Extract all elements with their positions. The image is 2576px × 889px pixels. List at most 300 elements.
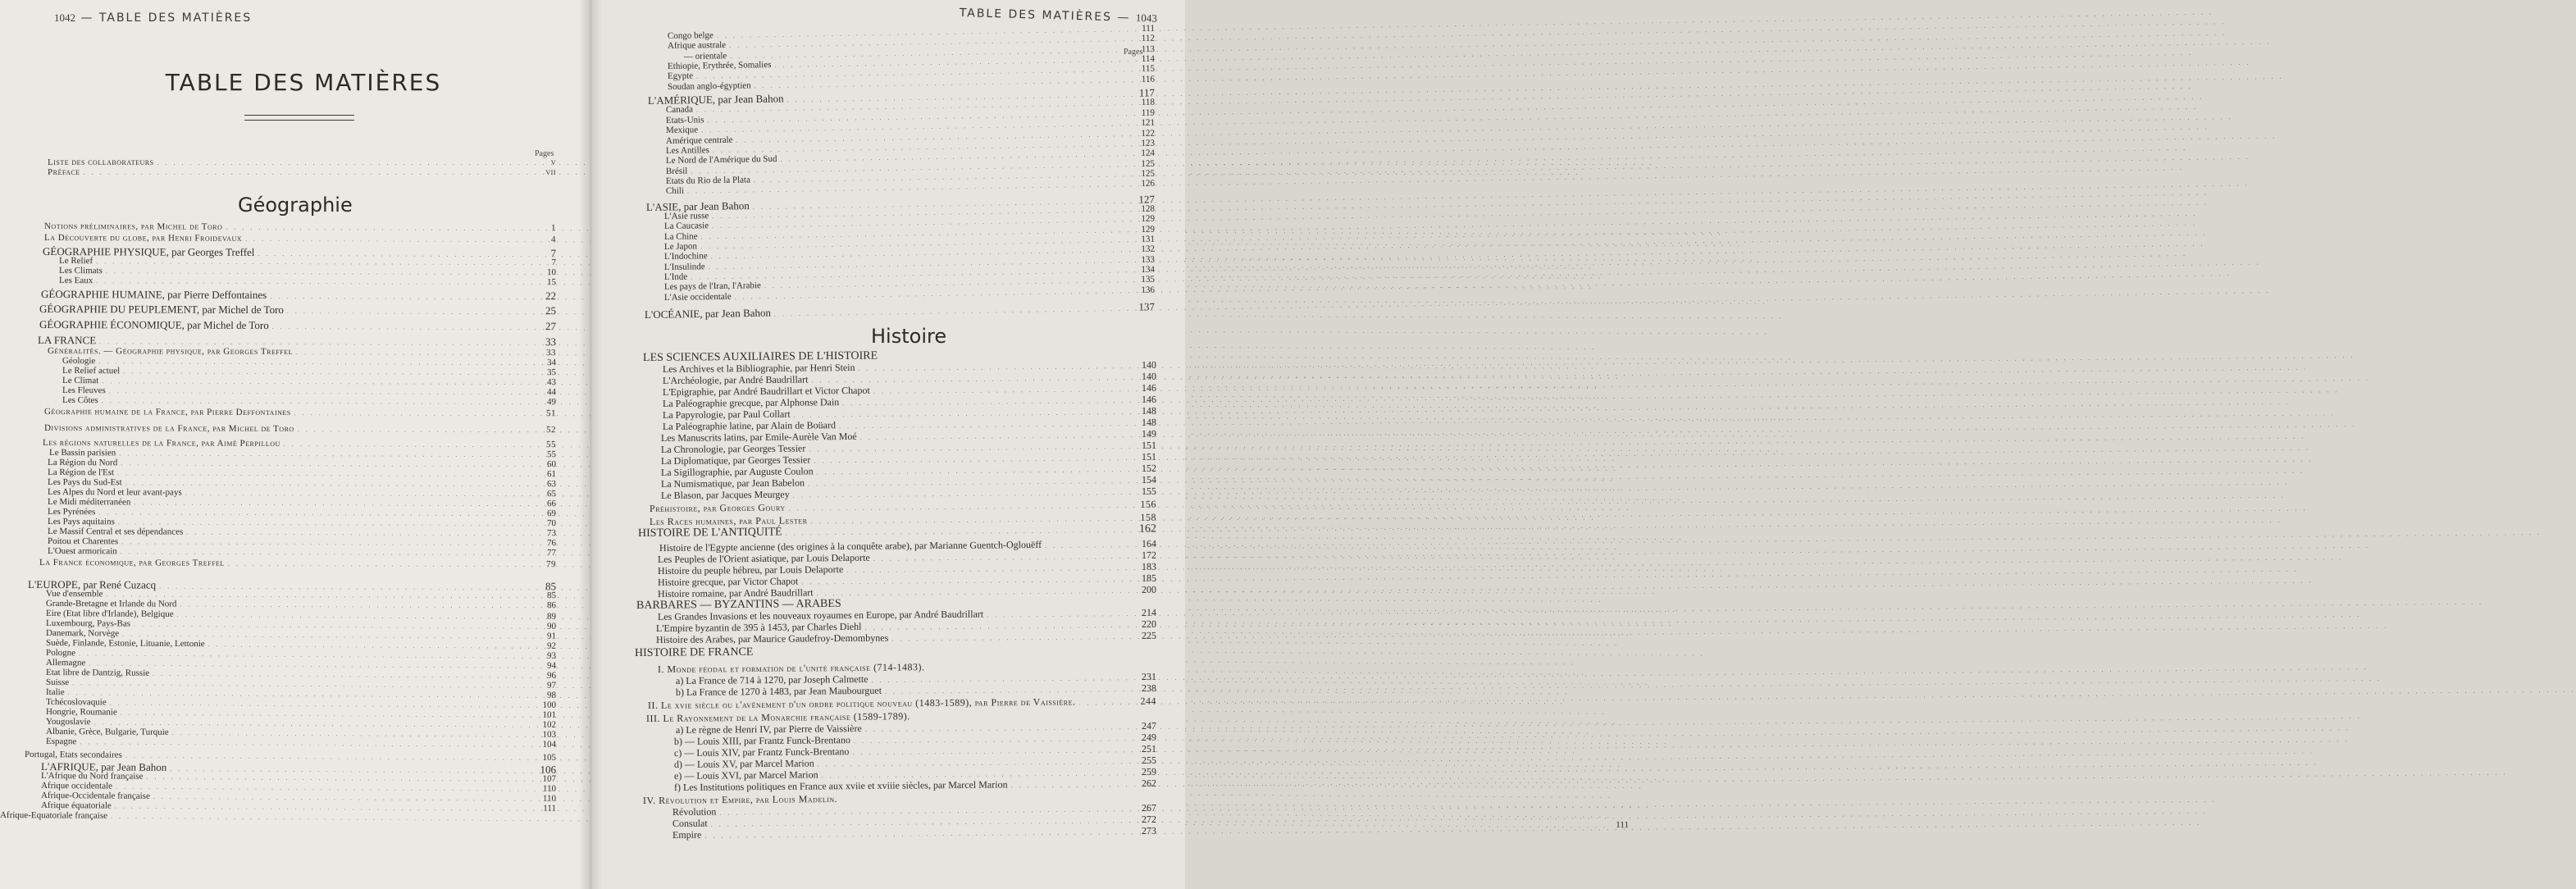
toc-entry-page: 137 bbox=[1138, 300, 1156, 313]
toc-entry-page: 111 bbox=[1142, 23, 1156, 34]
toc-entry-page: 94 bbox=[546, 660, 557, 671]
toc-entry-label: Suisse bbox=[45, 677, 70, 688]
leader-dots bbox=[287, 306, 535, 317]
leader-dots bbox=[1010, 779, 1135, 791]
toc-entry-page: 172 bbox=[1141, 549, 1157, 561]
toc-entry-page: 124 bbox=[1141, 148, 1156, 158]
toc-entry-page: 225 bbox=[1141, 629, 1157, 641]
toc-entry-label: Notions préliminaires, par Michel de Toro bbox=[43, 221, 223, 232]
toc-entry-page: 86 bbox=[546, 600, 557, 611]
toc-entry-page: 259 bbox=[1141, 765, 1157, 778]
toc-entry-label: Luxembourg, Pays-Bas bbox=[45, 618, 131, 629]
toc-entry-page: 238 bbox=[1141, 682, 1157, 695]
toc-entry-label: Les Pays du Sud-Est bbox=[47, 477, 122, 488]
toc-entry-label: Soudan anglo-égyptien bbox=[667, 80, 751, 92]
toc-entry-label: b) — Louis XIII, par Frantz Funck-Brentano bbox=[673, 734, 850, 747]
toc-entry-label: e) — Louis XVI, par Marcel Marion bbox=[673, 768, 818, 782]
toc-entry-label: Les Alpes du Nord et leur avant-pays bbox=[47, 487, 182, 498]
toc-entry-label: La Caucasie bbox=[663, 221, 709, 231]
toc-entry-page: 255 bbox=[1141, 754, 1157, 767]
toc-entry-label: La Chronologie, par Georges Tessier bbox=[660, 442, 806, 455]
toc-entry-label: Histoire des Arabes, par Maurice Gaudefroy-Demombynes bbox=[655, 631, 889, 645]
toc-entry-label: L'Archéologie, par André Baudrillart bbox=[662, 373, 809, 386]
toc-entry-label: Afrique occidentale bbox=[40, 781, 113, 791]
toc-entry-label: Le Bassin parisien bbox=[48, 448, 116, 458]
toc-entry-page: 135 bbox=[1141, 274, 1156, 285]
toc-entry-page: 262 bbox=[1141, 777, 1157, 790]
toc-entry-label: Portugal, Etats secondaires bbox=[24, 750, 122, 760]
toc-entry-label: Le Japon bbox=[663, 241, 698, 252]
toc-entry-label: Etat libre de Dantzig, Russie bbox=[45, 668, 150, 678]
toc-entry-page: 22 bbox=[545, 289, 557, 303]
toc-entry-label: L'Asie russe bbox=[663, 211, 709, 221]
toc-entry-page: 133 bbox=[1141, 254, 1156, 265]
toc-entry bbox=[44, 407, 556, 419]
toc-entry-page: 10 bbox=[546, 267, 557, 278]
toc-entry-page: 156 bbox=[1140, 498, 1157, 510]
toc-entry-label: f) Les Institutions politiques en France aux xviie et xviiie siècles, par Marcel Marion bbox=[673, 778, 1008, 793]
right-running-head-text: TABLE DES MATIÈRES — bbox=[959, 7, 1131, 25]
leader-dots bbox=[96, 276, 535, 288]
toc-entry-page: 90 bbox=[546, 621, 557, 631]
toc-entry-page: 77 bbox=[546, 548, 557, 558]
book-gutter-shadow bbox=[579, 0, 602, 889]
toc-entry-page: 127 bbox=[1138, 193, 1156, 206]
toc-entry-page: 119 bbox=[1141, 107, 1156, 118]
toc-entry-page: 1 bbox=[550, 223, 557, 234]
toc-entry-label: a) Le règne de Henri IV, par Pierre de Vaissière bbox=[675, 723, 862, 736]
toc-entry bbox=[46, 736, 556, 750]
toc-entry-page: 149 bbox=[1141, 427, 1157, 440]
toc-entry-label: d) — Louis XV, par Marcel Marion bbox=[673, 757, 814, 770]
toc-entry bbox=[41, 289, 556, 303]
toc-entry-page: 73 bbox=[546, 528, 557, 539]
toc-entry-page: 66 bbox=[546, 499, 557, 509]
leader-dots bbox=[885, 684, 1135, 697]
toc-entry-page: 247 bbox=[1141, 719, 1157, 732]
leader-dots bbox=[298, 424, 535, 435]
section-title-geographie: Géographie bbox=[238, 194, 353, 217]
toc-entry-label: L'Epigraphie, par André Baudrillart et Victor Chapot bbox=[662, 384, 870, 398]
toc-entry-page: 79 bbox=[545, 559, 557, 570]
toc-entry-label: Amérique centrale bbox=[665, 134, 733, 146]
toc-entry-label: GÉOGRAPHIE PHYSIQUE, par Georges Treffel bbox=[42, 245, 255, 258]
toc-entry-page: 148 bbox=[1141, 404, 1157, 417]
left-running-head-text: — TABLE DES MATIÈRES bbox=[80, 11, 253, 25]
toc-entry-page: 155 bbox=[1141, 485, 1157, 497]
toc-entry-label: La Région de l'Est bbox=[47, 467, 115, 478]
toc-entry-label: Danemark, Norvège bbox=[45, 628, 120, 639]
toc-entry-label: L'ASIE, par Jean Bahon bbox=[645, 199, 750, 213]
toc-entry-page: 91 bbox=[546, 631, 557, 641]
toc-entry bbox=[62, 395, 556, 408]
toc-entry-page: 43 bbox=[546, 377, 557, 388]
toc-entry-label: La Diplomatique, par Georges Tessier bbox=[660, 454, 811, 467]
toc-entry-label: La France économique, par Georges Treffel bbox=[39, 558, 225, 568]
toc-entry-page: 126 bbox=[1141, 178, 1156, 189]
toc-entry-label: Empire bbox=[672, 828, 702, 841]
toc-entry-page: 96 bbox=[546, 670, 557, 681]
toc-entry-label: IV. Révolution et Empire, par Louis Madelin. bbox=[642, 792, 838, 806]
leader-dots bbox=[270, 291, 535, 303]
toc-entry-label: Les Fleuves bbox=[62, 385, 106, 396]
toc-entry-label: Les pays de l'Iran, l'Arabie bbox=[663, 280, 761, 292]
leader-dots bbox=[786, 525, 1135, 539]
leader-dots bbox=[793, 487, 1135, 501]
toc-entry-page: 164 bbox=[1141, 537, 1157, 549]
toc-entry-page: 183 bbox=[1141, 560, 1157, 572]
toc-entry-page: 65 bbox=[546, 489, 557, 499]
toc-entry-label: Les Grandes Invasions et les nouveaux royaumes en Europe, par André Baudrillart bbox=[657, 608, 984, 622]
toc-entry-page: 146 bbox=[1141, 381, 1157, 394]
toc-entry bbox=[48, 546, 556, 558]
spacer bbox=[925, 668, 1138, 670]
leader-dots bbox=[226, 222, 535, 234]
toc-entry-label: Allemagne bbox=[45, 658, 86, 668]
toc-entry-page: 154 bbox=[1141, 473, 1157, 486]
toc-entry-page: 111 bbox=[1616, 820, 1630, 831]
toc-entry-page: 112 bbox=[1141, 33, 1156, 43]
toc-entry-label: c) — Louis XIV, par Frantz Funck-Brentano bbox=[673, 745, 850, 759]
toc-entry bbox=[44, 423, 556, 435]
toc-entry-label: Le Midi méditerranéen bbox=[47, 497, 131, 508]
toc-entry-label: Les Côtes bbox=[62, 395, 98, 406]
toc-entry-page: 125 bbox=[1141, 158, 1156, 169]
leader-dots bbox=[245, 234, 535, 245]
toc-entry-label: Les Races humaines, par Paul Lester bbox=[649, 514, 808, 527]
toc-entry-label: La Découverte du globe, par Henri Froidevaux bbox=[43, 233, 243, 244]
toc-entry-label: Les Eaux bbox=[58, 276, 93, 286]
toc-entry-label: Italie bbox=[45, 687, 65, 698]
toc-entry-label: Le Relief bbox=[58, 256, 93, 267]
toc-entry-page: 4 bbox=[550, 235, 557, 245]
toc-entry-page: 162 bbox=[1138, 522, 1157, 536]
toc-entry-page: 33 bbox=[545, 335, 557, 349]
toc-entry-label: LA FRANCE bbox=[37, 334, 97, 347]
leader-dots bbox=[704, 827, 1135, 841]
toc-entry-page: 148 bbox=[1141, 416, 1157, 428]
toc-entry-page: 93 bbox=[546, 650, 557, 661]
toc-entry-label: Le Massif Central et ses dépendances bbox=[47, 527, 184, 537]
left-running-head bbox=[54, 11, 252, 25]
leader-dots bbox=[774, 303, 1133, 320]
toc-entry-label: LES SCIENCES AUXILIAIRES DE L'HISTOIRE bbox=[642, 349, 878, 364]
toc-entry-label: La Chine bbox=[663, 231, 698, 242]
toc-entry-label: La Numismatique, par Jean Babelon bbox=[660, 476, 805, 490]
toc-entry-label: Vue d'ensemble bbox=[45, 589, 103, 600]
toc-entry-page: 273 bbox=[1141, 824, 1157, 837]
toc-entry-page: 214 bbox=[1141, 606, 1157, 618]
toc-entry-page: 55 bbox=[546, 449, 557, 460]
toc-entry-page: 220 bbox=[1141, 618, 1157, 630]
toc-entry-page: 49 bbox=[546, 397, 557, 408]
toc-entry-label: Afrique-Equatoriale française bbox=[0, 810, 108, 821]
toc-entry-page: 158 bbox=[1140, 511, 1157, 523]
toc-entry-label: GÉOGRAPHIE ÉCONOMIQUE, par Michel de Toro bbox=[39, 318, 269, 331]
toc-entry-label: Suède, Finlande, Estonie, Lituanie, Lettonie bbox=[45, 638, 205, 650]
leader-dots bbox=[789, 500, 1135, 514]
toc-entry-page: 111 bbox=[543, 803, 557, 814]
toc-entry-page: 100 bbox=[542, 700, 557, 710]
toc-entry-label: Histoire romaine, par André Baudrillart bbox=[657, 586, 814, 600]
toc-entry-label: Le Blason, par Jacques Meurgey bbox=[660, 488, 790, 501]
toc-entry-page: 128 bbox=[1141, 203, 1156, 214]
toc-entry-page: 129 bbox=[1141, 224, 1156, 235]
toc-entry-label: Poitou et Charentes bbox=[47, 536, 119, 547]
toc-entry-label: Grande-Bretagne et Irlande du Nord bbox=[45, 599, 177, 609]
toc-entry-page: 151 bbox=[1141, 439, 1157, 451]
toc-entry-page: 63 bbox=[546, 479, 557, 490]
leader-dots bbox=[121, 546, 535, 558]
toc-entry-label: Etats du Rio de la Plata bbox=[665, 175, 751, 186]
toc-entry-label: Histoire du peuple hébreu, par Louis Delaporte bbox=[657, 563, 844, 577]
right-page bbox=[590, 0, 1185, 889]
toc-entry-label: L'Ouest armoricain bbox=[47, 546, 117, 557]
toc-entry-label: La Papyrologie, par Paul Collart bbox=[662, 408, 791, 421]
toc-entry-page: 110 bbox=[542, 793, 557, 804]
toc-entry-label: Albanie, Grèce, Bulgarie, Turquie bbox=[45, 727, 169, 737]
toc-entry-page: 115 bbox=[1141, 63, 1156, 74]
toc-entry-page: 114 bbox=[1141, 53, 1156, 64]
toc-entry bbox=[44, 221, 556, 234]
toc-entry-page: 76 bbox=[546, 538, 557, 549]
toc-entry bbox=[44, 233, 556, 245]
toc-entry-label: Chili bbox=[665, 185, 685, 196]
leader-dots bbox=[80, 736, 535, 750]
toc-entry-label: Pologne bbox=[45, 648, 76, 659]
toc-entry-label: L'Empire byzantin de 395 à 1453, par Charles Diehl bbox=[655, 620, 862, 634]
toc-entry-label: Afrique équatoriale bbox=[40, 800, 112, 811]
toc-entry-label: HISTOIRE DE FRANCE bbox=[634, 645, 754, 659]
toc-entry-page: 231 bbox=[1141, 670, 1157, 683]
pages-column-label: Pages bbox=[535, 149, 554, 158]
toc-entry-label: L'Indochine bbox=[663, 251, 708, 262]
title-double-rule bbox=[244, 115, 354, 121]
toc-entry-page: 121 bbox=[1141, 117, 1156, 128]
toc-entry-page: 146 bbox=[1141, 393, 1157, 405]
leader-dots bbox=[228, 558, 535, 570]
toc-entry-label: Les Archives et la Bibliographie, par Henri Stein bbox=[662, 361, 855, 375]
toc-entry-page: 267 bbox=[1141, 801, 1157, 814]
toc-entry-label: Egypte bbox=[667, 71, 694, 81]
toc-entry-page: 272 bbox=[1141, 813, 1157, 826]
toc-entry-page: 60 bbox=[546, 459, 557, 470]
section-title-histoire: Histoire bbox=[871, 325, 947, 348]
spacer bbox=[841, 604, 1138, 607]
right-page-number: 1043 bbox=[1135, 11, 1158, 25]
toc-entry-page: v bbox=[550, 157, 556, 167]
toc-entry-label: Eire (Etat libre d'Irlande), Belgique bbox=[45, 609, 174, 619]
toc-entry-page: 55 bbox=[545, 440, 557, 450]
toc-entry-page: 7 bbox=[551, 258, 557, 268]
toc-entry-label: Les Pyrénées bbox=[47, 507, 96, 517]
toc-entry-page: 104 bbox=[542, 739, 557, 750]
toc-entry-label: Les Manuscrits latins, par Emile-Aurèle Van Moé bbox=[660, 430, 857, 444]
toc-entry-label: HISTOIRE DE L'ANTIQUITÉ bbox=[637, 526, 782, 540]
leader-dots bbox=[1078, 697, 1135, 709]
toc-entry-page: 251 bbox=[1141, 742, 1157, 755]
toc-entry-page: 134 bbox=[1141, 264, 1156, 275]
toc-entry bbox=[48, 167, 556, 178]
toc-entry-page: 44 bbox=[546, 387, 557, 398]
leader-dots bbox=[84, 167, 535, 178]
toc-entry-label: Consulat bbox=[672, 817, 708, 829]
toc-entry-page: 69 bbox=[546, 508, 557, 519]
toc-entry-label: Les Peuples de l'Orient asiatique, par Louis Delaporte bbox=[657, 551, 870, 565]
toc-entry-label: Les régions naturelles de la France, par Aimé Perpillou bbox=[42, 438, 280, 449]
toc-entry bbox=[39, 319, 556, 333]
toc-entry-label: Le Nord de l'Amérique du Sud bbox=[665, 153, 777, 166]
leader-dots bbox=[891, 631, 1135, 645]
toc-entry bbox=[59, 276, 556, 288]
toc-entry-page: 89 bbox=[546, 611, 557, 622]
spacer bbox=[753, 652, 1138, 655]
toc-entry-page: 200 bbox=[1141, 583, 1157, 595]
toc-entry-page: 129 bbox=[1141, 213, 1156, 224]
toc-entry-label: Les Pays aquitains bbox=[47, 517, 115, 527]
toc-entry-label: L'EUROPE, par René Cuzacq bbox=[27, 578, 157, 591]
toc-entry-page: 136 bbox=[1141, 285, 1156, 295]
toc-entry-label: Yougoslavie bbox=[45, 717, 91, 727]
toc-entry-label: Les Antilles bbox=[665, 145, 709, 156]
toc-entry-label: Histoire de l'Egypte ancienne (des origines à la conquête arabe), par Marianne Guentch-Oglouëff bbox=[659, 538, 1042, 554]
leader-dots bbox=[1045, 540, 1135, 551]
toc-entry-label: Géographie humaine de la France, par Pierre Deffontaines bbox=[43, 407, 291, 418]
toc-entry-label: Tchécoslovaquie bbox=[45, 697, 107, 708]
spacer bbox=[878, 357, 1138, 359]
leader-dots bbox=[272, 321, 535, 333]
toc-entry-page: 140 bbox=[1141, 358, 1157, 371]
toc-entry bbox=[638, 523, 1156, 540]
toc-entry bbox=[645, 301, 1155, 321]
leader-dots bbox=[294, 408, 535, 419]
toc-entry-page: 123 bbox=[1141, 138, 1156, 148]
toc-entry-label: Espagne bbox=[45, 736, 77, 747]
toc-entry-page: 51 bbox=[545, 408, 557, 419]
pages-column-label-right: Pages bbox=[1124, 48, 1143, 57]
left-page-number: 1042 bbox=[54, 11, 75, 24]
toc-entry-label: Géologie bbox=[62, 356, 96, 367]
spacer bbox=[910, 718, 1138, 719]
toc-entry-page: 132 bbox=[1141, 244, 1156, 254]
toc-entry-page: 34 bbox=[546, 358, 557, 368]
toc-entry bbox=[39, 558, 556, 570]
toc-entry-label: Préhistoire, par Georges Goury bbox=[649, 501, 786, 514]
toc-entry-label: III. Le Rayonnement de la Monarchie française (1589-1789). bbox=[645, 710, 910, 724]
toc-entry-page: 125 bbox=[1141, 168, 1156, 179]
toc-entry-page: 131 bbox=[1141, 234, 1156, 244]
toc-entry bbox=[635, 643, 1156, 659]
toc-entry-label: L'AMÉRIQUE, par Jean Bahon bbox=[647, 92, 784, 107]
toc-entry-label: a) La France de 714 à 1270, par Joseph Calmette bbox=[675, 672, 869, 686]
toc-entry-page: 52 bbox=[545, 425, 557, 435]
toc-entry-page: 116 bbox=[1141, 74, 1156, 84]
toc-entry-page: 92 bbox=[546, 641, 557, 651]
toc-entry-page: 140 bbox=[1141, 370, 1157, 382]
toc-entry-page: 102 bbox=[542, 719, 557, 730]
toc-entry-page: 105 bbox=[542, 752, 557, 763]
toc-entry-label: Préface bbox=[48, 167, 80, 177]
toc-entry-label: Le Relief actuel bbox=[62, 366, 121, 376]
toc-entry-page: 27 bbox=[545, 320, 557, 333]
toc-entry-page: 7 bbox=[550, 247, 557, 260]
toc-entry-label: Brésil bbox=[665, 166, 688, 176]
toc-entry-label: La Région du Nord bbox=[47, 458, 118, 468]
toc-entry-page: 103 bbox=[542, 729, 557, 740]
toc-entry-page: vii bbox=[545, 167, 556, 177]
right-running-head bbox=[960, 7, 1158, 25]
toc-entry-page: 70 bbox=[546, 518, 557, 529]
toc-entry-label: La Paléographie latine, par Alain de Boüard bbox=[662, 419, 836, 432]
toc-entry-label: L'Asie occidentale bbox=[663, 291, 732, 303]
toc-entry-label: La Sigillographie, par Auguste Coulon bbox=[660, 465, 814, 478]
toc-entry-label: L'AFRIQUE, par Jean Bahon bbox=[40, 760, 167, 773]
toc-entry-page: 35 bbox=[546, 367, 557, 378]
toc-entry-page: 244 bbox=[1140, 695, 1157, 707]
toc-entry bbox=[39, 303, 556, 317]
toc-entry-page: 249 bbox=[1141, 731, 1157, 744]
leader-dots bbox=[102, 395, 535, 408]
toc-entry-page: 97 bbox=[546, 680, 557, 691]
toc-entry-page: 101 bbox=[542, 709, 557, 720]
toc-entry-page: 152 bbox=[1141, 462, 1157, 474]
toc-entry-label: Afrique australe bbox=[667, 39, 727, 51]
toc-entry-label: b) La France de 1270 à 1483, par Jean Maubourguet bbox=[675, 684, 882, 698]
toc-entry-label: Etats-Unis bbox=[665, 115, 704, 125]
toc-entry-label: BARBARES — BYZANTINS — ARABES bbox=[636, 597, 841, 612]
toc-entry-page: 33 bbox=[545, 348, 557, 358]
toc-entry-page: 151 bbox=[1141, 450, 1157, 463]
toc-entry-page: 118 bbox=[1141, 97, 1156, 107]
toc-entry-label: L'OCÉANIE, par Jean Bahon bbox=[644, 306, 772, 321]
toc-entry-page: 113 bbox=[1141, 43, 1156, 55]
toc-entry-page: 107 bbox=[542, 773, 557, 784]
page-title: TABLE DES MATIÈRES bbox=[165, 69, 442, 96]
toc-entry-page: 98 bbox=[546, 690, 557, 700]
toc-entry-label: Généralités. — Géographie physique, par Georges Treffel bbox=[47, 346, 294, 358]
toc-entry-page: 25 bbox=[545, 304, 557, 317]
toc-entry-label: La Paléographie grecque, par Alphonse Dain bbox=[662, 396, 840, 409]
toc-entry-label: Le Climat bbox=[62, 376, 99, 386]
toc-entry-page: 106 bbox=[540, 763, 557, 776]
toc-entry-page: 15 bbox=[546, 277, 557, 288]
toc-entry-label: L'Afrique du Nord française bbox=[40, 771, 144, 782]
toc-entry-page: 122 bbox=[1141, 128, 1156, 139]
spacer bbox=[837, 800, 1138, 802]
toc-entry-page: 117 bbox=[1138, 86, 1156, 99]
toc-entry-label: Mexique bbox=[665, 125, 699, 135]
toc-entry-label: Hongrie, Roumanie bbox=[45, 707, 117, 718]
toc-entry-label: Canada bbox=[665, 104, 694, 115]
toc-entry-label: Congo belge bbox=[667, 30, 714, 41]
toc-entry-label: — orientale bbox=[683, 51, 727, 62]
toc-entry-page: 61 bbox=[546, 469, 557, 480]
toc-entry-label: Ethiopie, Erythrée, Somalies bbox=[667, 60, 772, 71]
toc-entry-label: Afrique-Occidentale française bbox=[40, 791, 150, 801]
toc-entry-label: Révolution bbox=[672, 805, 717, 818]
toc-entry-page: 185 bbox=[1141, 572, 1157, 584]
toc-entry-label: L'Insulinde bbox=[663, 262, 705, 272]
toc-entry-label: Histoire grecque, par Victor Chapot bbox=[657, 575, 799, 588]
toc-entry-label: Liste des collaborateurs bbox=[48, 157, 154, 167]
toc-entry-label: GÉOGRAPHIE HUMAINE, par Pierre Deffontaines bbox=[40, 288, 267, 301]
toc-entry-label: I. Monde féodal et formation de l'unité française (714-1483). bbox=[657, 661, 925, 675]
toc-entry-page: 85 bbox=[545, 580, 557, 593]
toc-entry-label: II. Le xvie siècle ou l'avènement d'un ordre politique nouveau (1483-1589), par Pierre de Vaissière. bbox=[647, 695, 1076, 711]
toc-entry-label: GÉOGRAPHIE DU PEUPLEMENT, par Michel de Toro bbox=[39, 303, 284, 317]
toc-entry-page: 85 bbox=[546, 590, 557, 601]
toc-entry-label: Divisions administratives de la France, par Michel de Toro bbox=[43, 423, 294, 435]
